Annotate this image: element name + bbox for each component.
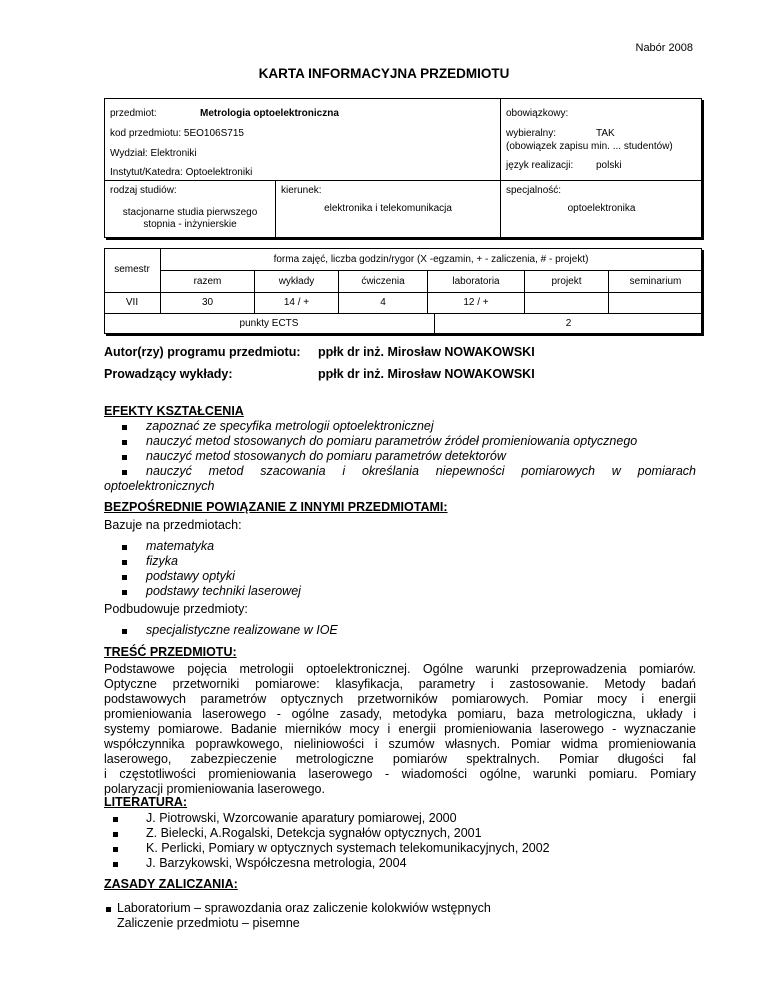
course-code: kod przedmiotu: 5EO106S715: [110, 128, 244, 139]
author-label: Autor(rzy) programu przedmiotu:: [104, 345, 301, 359]
lecturer-value: ppłk dr inż. Mirosław NOWAKOWSKI: [318, 367, 535, 381]
subject-label: przedmiot:: [110, 108, 157, 119]
tresc-body: Podstawowe pojęcia metrologii optoelektronicznej. Ogólne warunki przeprowadzenia pomiarów. Optyczne przetworniki pomiarowe: klasyfikacja, parametry i zastosowanie. Metody badań podstawowych parametrów optycznych przetworników pomiarowych. Pomiar mocy i energii promieniowania laserowego - ogólne zasady, metodyka pomiaru, baza metrologiczna, układy i systemy pomiarowe. Badanie mierników mocy i energii promieniowania laserowego - wyznaczanie współczynnika poprawkowego, nieliniowości i szumów własnych. Pomiar widma promieniowania laserowego, zabezpieczenie metrologiczne pomiarów spektralnych. Pomiar długości fal i częstotliwości promieniowania laserowego - wiadomości ogólne, warunki pomiaru. Pomiary polaryzacji promieniowania laserowego.: [104, 662, 696, 796]
zasady-line1: Laboratorium – sprawozdania oraz zaliczenie kolokwiów wstępnych: [117, 901, 491, 915]
study-type-line1: stacjonarne studia pierwszego: [122, 207, 258, 218]
language-label: język realizacji:: [506, 160, 574, 171]
bazuje-item: podstawy techniki laserowej: [146, 584, 301, 598]
efekty-item-cont: optoelektronicznych: [104, 479, 215, 493]
heading-tresc: TREŚĆ PRZEDMIOTU:: [104, 645, 237, 659]
heading-zasady: ZASADY ZALICZANIA:: [104, 877, 238, 891]
podbudowuje-item: specjalistyczne realizowane w IOE: [146, 623, 338, 637]
language-value: polski: [596, 160, 622, 171]
val-razem: 30: [201, 297, 214, 308]
study-type-line2: stopnia - inżynierskie: [143, 219, 237, 230]
recruitment-year: Nabór 2008: [635, 42, 693, 54]
author-value: ppłk dr inż. Mirosław NOWAKOWSKI: [318, 345, 535, 359]
heading-powiazanie: BEZPOŚREDNIE POWIĄZANIE Z INNYMI PRZEDMIOTAMI:: [104, 500, 448, 514]
specialty-label: specjalność:: [506, 185, 562, 196]
col-razem: razem: [193, 276, 222, 287]
study-type-label: rodzaj studiów:: [110, 185, 177, 196]
elective-note: (obowiązek zapisu min. ... studentów): [506, 141, 673, 152]
subject-name: Metrologia optoelektroniczna: [200, 108, 339, 119]
specialty-value: optoelektronika: [567, 203, 636, 214]
direction-label: kierunek:: [281, 185, 322, 196]
bazuje-item: matematyka: [146, 539, 215, 553]
ects-value: 2: [565, 318, 572, 329]
institute: Instytut/Katedra: Optoelektroniki: [110, 167, 253, 178]
bazuje-item: podstawy optyki: [146, 569, 235, 583]
faculty: Wydział: Elektroniki: [110, 148, 197, 159]
col-laboratoria: laboratoria: [452, 276, 500, 287]
col-seminarium: seminarium: [629, 276, 682, 287]
val-wyklady: 14 / +: [283, 297, 310, 308]
col-wyklady: wykłady: [278, 276, 315, 287]
mandatory-label: obowiązkowy:: [506, 108, 569, 119]
hours-form-header: forma zajęć, liczba godzin/rygor (X -egzamin, + - zaliczenia, # - projekt): [273, 254, 589, 265]
page-title: KARTA INFORMACYJNA PRZEDMIOTU: [258, 66, 510, 81]
elective-label: wybieralny:: [506, 128, 557, 139]
zasady-line2: Zaliczenie przedmiotu – pisemne: [117, 916, 300, 930]
col-projekt: projekt: [551, 276, 582, 287]
literatura-item: Z. Bielecki, A.Rogalski, Detekcja sygnałów optycznych, 2001: [146, 826, 482, 840]
val-cwiczenia: 4: [380, 297, 386, 308]
direction-value: elektronika i telekomunikacja: [324, 203, 452, 214]
literatura-item: K. Perlicki, Pomiary w optycznych systemach telekomunikacyjnych, 2002: [146, 841, 550, 855]
heading-literatura: LITERATURA:: [104, 795, 188, 809]
efekty-item: nauczyć metod stosowanych do pomiaru parametrów źródeł promieniowania optycznego: [146, 434, 638, 448]
literatura-item: J. Piotrowski, Wzorcowanie aparatury pomiarowej, 2000: [146, 811, 457, 825]
efekty-item: nauczyć metod szacowania i określania niepewności pomiarowych w pomiarach: [146, 464, 696, 478]
val-laboratoria: 12 / +: [463, 297, 489, 308]
col-cwiczenia: ćwiczenia: [361, 276, 405, 287]
podbudowuje-label: Podbudowuje przedmioty:: [104, 602, 248, 616]
semester-value: VII: [125, 297, 139, 308]
elective-value: TAK: [596, 128, 615, 139]
efekty-item: zapoznać ze specyfika metrologii optoelektronicznej: [146, 419, 434, 433]
ects-label: punkty ECTS: [239, 318, 299, 329]
semester-label: semestr: [114, 264, 150, 275]
literatura-item: J. Barzykowski, Współczesna metrologia, 2004: [146, 856, 407, 870]
efekty-item: nauczyć metod stosowanych do pomiaru parametrów detektorów: [146, 449, 506, 463]
bazuje-label: Bazuje na przedmiotach:: [104, 518, 242, 532]
bazuje-item: fizyka: [146, 554, 178, 568]
heading-efekty: EFEKTY KSZTAŁCENIA: [104, 404, 244, 418]
lecturer-label: Prowadzący wykłady:: [104, 367, 233, 381]
